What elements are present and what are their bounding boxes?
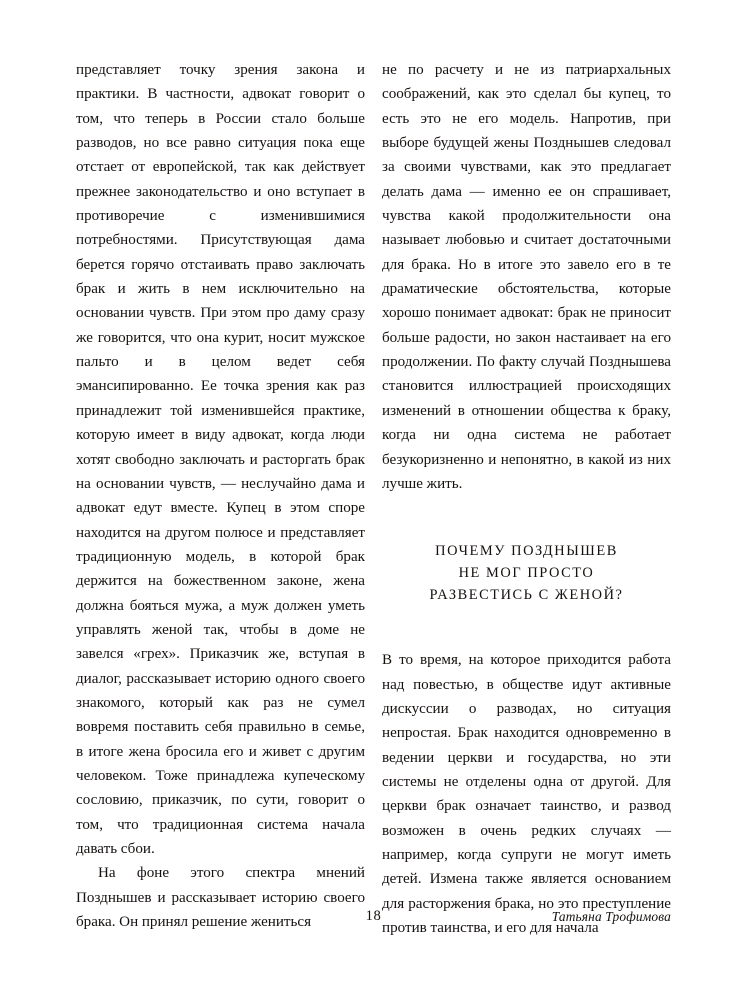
running-head-author: Татьяна Трофимова (551, 909, 671, 924)
section-heading-line-2: НЕ МОГ ПРОСТО (458, 565, 595, 582)
left-column-paragraph-1: представляет точку зрения закона и практики. В частности, адвокат говорит о том, что теперь в России стало больше разводов, но все равно ситуация пока еще отстает от европейской, так как действует прежнее законодательство и оно вступает в противоречие с изменившимися потребностями. Присутствующая дама берется горячо отстаивать право заключать брак и жить в нем исключительно на основании чувств. При этом про даму сразу же говорится, что она курит, носит мужское пальто и в целом ведет себя эмансипированно. Ее точка зрения как раз принадлежит той изменившейся практике, которую имеет в виду адвокат, когда люди хотят свободно заключать и расторгать брак на основании чувств, — неслучайно дама и адвокат едут вместе. Купец в этом споре находится на другом полюсе и представляет традиционную модель, в которой брак держится на божественном законе, жена должна бояться мужа, а муж должен уметь управлять женой так, чтобы в доме не завелся «грех». Приказчик же, вступая в диалог, рассказывает историю одного своего знакомого, который как раз не сумел вовремя поставить себя правильно в семье, в итоге жена бросила его и живет с другим человеком. Тоже принадлежа купеческому сословию, приказчик, по сути, говорит о том, что традиционная система начала давать сбои. (76, 62, 365, 857)
section-heading-line-3: РАЗВЕСТИСЬ С ЖЕНОЙ? (429, 587, 624, 604)
left-column-paragraph-2: На фоне этого спектра мнений Позднышев и рассказывает историю своего брака. Он принял решение жениться (76, 865, 365, 931)
section-heading (382, 540, 671, 606)
left-column (76, 58, 365, 931)
page-number: 18 (365, 908, 382, 924)
section-heading-line-1: ПОЧЕМУ ПОЗДНЫШЕВ (435, 543, 618, 560)
right-column-paragraph-continuation: не по расчету и не из патриархальных соображений, как это сделал бы купец, то есть это не его модель. Напротив, при выборе будущей жены Позднышев следовал за своими чувствами, как это предлагает делать дама — именно ее он спрашивает, чувства какой продолжительности она называет любовью и считает достаточными для брака. Но в итоге это завело его в те драматические обстоятельства, которые хорошо понимает адвокат: брак не приносит больше радости, но закон настаивает на его продолжении. По факту случай Позднышева становится иллюстрацией происходящих изменений в отношении общества к браку, когда ни одна система не работает безукоризненно и непонятно, в какой из них лучше жить. (382, 62, 671, 492)
page-footer (76, 906, 671, 932)
right-column-paragraph-after-heading: В то время, на которое приходится работа над повестью, в обществе идут активные дискуссии о разводах, но ситуация непростая. Брак находится одновременно в ведении церкви и государства, но эти системы не отделены одна от другой. Для церкви брак означает таинство, и развод возможен в очень редких случаях — например, когда супруги не могут иметь детей. Измена также является основанием для расторжения брака, но это преступление против таинства, и его для начала (382, 652, 671, 936)
